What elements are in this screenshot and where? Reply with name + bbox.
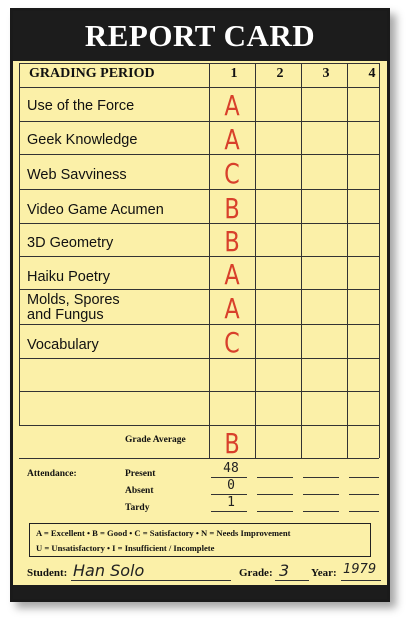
attendance-line bbox=[257, 477, 293, 478]
absent-value: 0 bbox=[227, 478, 235, 493]
grid-line bbox=[19, 425, 379, 426]
student-name: Han Solo bbox=[73, 561, 145, 580]
grade-mark: C bbox=[224, 326, 240, 359]
attendance-line bbox=[303, 511, 339, 512]
attendance-label: Attendance: bbox=[27, 469, 77, 479]
period-2-header: 2 bbox=[276, 66, 284, 81]
grade-level-line bbox=[275, 580, 309, 581]
student-line bbox=[71, 580, 231, 581]
attendance-line bbox=[349, 494, 379, 495]
absent-label: Absent bbox=[125, 486, 154, 496]
year-label: Year: bbox=[311, 567, 337, 579]
period-3-header: 3 bbox=[322, 66, 330, 81]
legend-line-2: U = Unsatisfactory • I = Insufficient / Incomplete bbox=[36, 543, 215, 553]
grade-average-label: Grade Average bbox=[125, 435, 186, 445]
grade-legend bbox=[29, 523, 371, 557]
grid-line bbox=[19, 391, 379, 392]
card-title: REPORT CARD bbox=[13, 11, 387, 61]
grid-line bbox=[209, 63, 210, 458]
grading-period-label: GRADING PERIOD bbox=[29, 66, 155, 81]
subject-name-line1: Molds, Spores bbox=[27, 292, 120, 308]
period-1-header: 1 bbox=[230, 66, 238, 81]
grid-line bbox=[19, 63, 379, 64]
present-label: Present bbox=[125, 469, 156, 479]
grid-line bbox=[19, 189, 379, 190]
subject-name: Geek Knowledge bbox=[27, 132, 138, 148]
grade-mark: A bbox=[224, 258, 240, 291]
subject-name: Use of the Force bbox=[27, 98, 135, 114]
grid-line bbox=[19, 256, 379, 257]
grade-level-label: Grade: bbox=[239, 567, 273, 579]
grid-line bbox=[19, 223, 379, 224]
legend-line-1: A = Excellent • B = Good • C = Satisfactory • N = Needs Improvement bbox=[36, 528, 291, 538]
attendance-line bbox=[349, 477, 379, 478]
grade-mark: A bbox=[224, 89, 240, 122]
grade-mark: A bbox=[224, 123, 240, 156]
grade-mark: B bbox=[224, 192, 240, 225]
grid-line bbox=[19, 154, 379, 155]
attendance-line bbox=[257, 494, 293, 495]
grade-level-value: 3 bbox=[279, 561, 290, 580]
attendance-line bbox=[257, 511, 293, 512]
grid-line bbox=[19, 289, 379, 290]
subject-name: 3D Geometry bbox=[27, 235, 114, 251]
grade-mark: A bbox=[224, 292, 240, 325]
present-value: 48 bbox=[223, 461, 239, 476]
year-line bbox=[341, 580, 381, 581]
year-value: 1979 bbox=[343, 562, 377, 577]
student-label: Student: bbox=[27, 567, 68, 579]
report-card bbox=[10, 8, 390, 602]
attendance-line bbox=[349, 511, 379, 512]
period-4-header: 4 bbox=[368, 66, 376, 81]
bottom-band bbox=[13, 585, 387, 599]
attendance-line bbox=[303, 477, 339, 478]
attendance-line bbox=[211, 511, 247, 512]
tardy-label: Tardy bbox=[125, 503, 150, 513]
grade-mark: C bbox=[224, 157, 240, 190]
subject-name: Vocabulary bbox=[27, 337, 99, 353]
subject-name: Haiku Poetry bbox=[27, 269, 111, 285]
attendance-line bbox=[211, 477, 247, 478]
grid-line bbox=[19, 458, 379, 459]
subject-name: Web Savviness bbox=[27, 167, 127, 183]
attendance-line bbox=[211, 494, 247, 495]
tardy-value: 1 bbox=[227, 495, 235, 510]
subject-name: Video Game Acumen bbox=[27, 202, 164, 218]
attendance-line bbox=[303, 494, 339, 495]
grid-line bbox=[19, 358, 379, 359]
grid-line bbox=[19, 324, 379, 325]
grid-line bbox=[255, 63, 256, 458]
grid-line bbox=[379, 63, 380, 458]
subject-name-line2: and Fungus bbox=[27, 307, 104, 323]
grid-line bbox=[19, 121, 379, 122]
grade-mark: B bbox=[224, 225, 240, 258]
grid-line bbox=[347, 63, 348, 458]
grid-line bbox=[301, 63, 302, 458]
grade-average-mark: B bbox=[224, 427, 240, 460]
grid-line bbox=[19, 87, 379, 88]
grid-line bbox=[19, 63, 20, 425]
